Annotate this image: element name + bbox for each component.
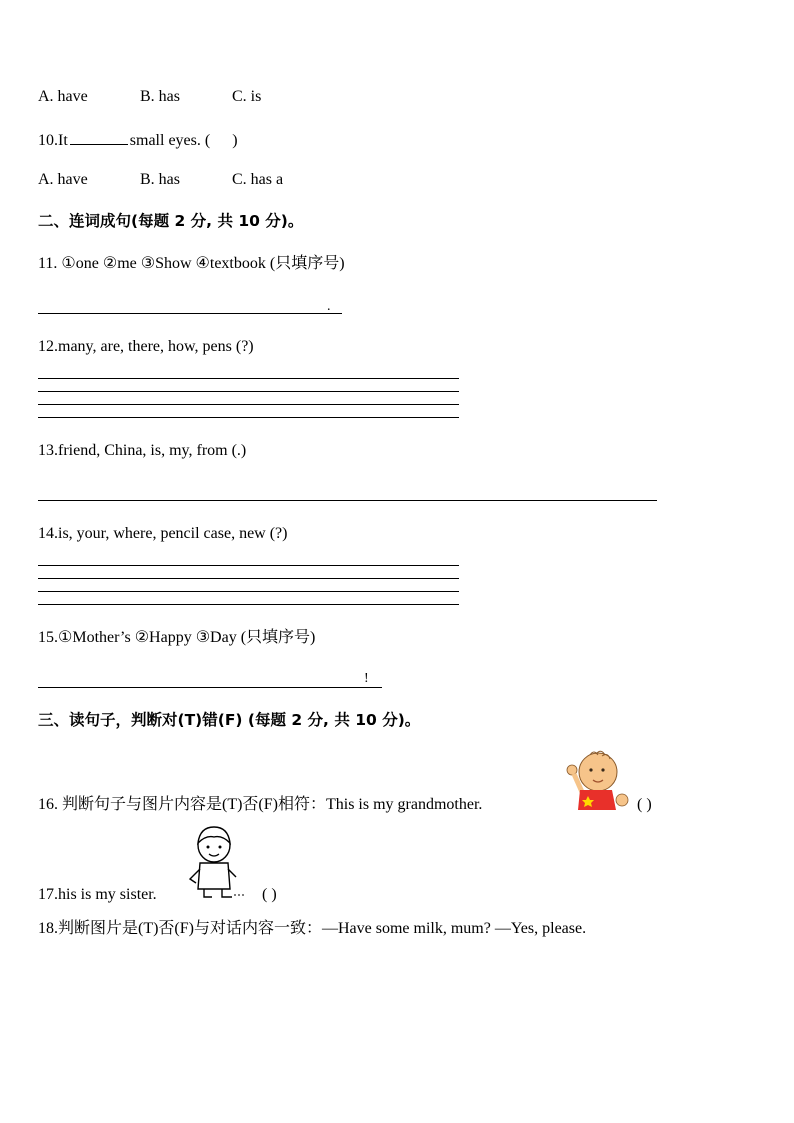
q10-close: ): [232, 132, 238, 149]
q11-answer-line[interactable]: [38, 313, 342, 314]
q12-line-4[interactable]: [38, 417, 459, 418]
q16-answer-paren[interactable]: ( ): [637, 796, 652, 813]
q12-question: 12.many, are, there, how, pens (?): [38, 338, 254, 355]
q12-line-2[interactable]: [38, 391, 459, 392]
boy-picture-icon: [560, 748, 632, 814]
q14-line-4[interactable]: [38, 604, 459, 605]
section-3-title: 三、读句子，判断对(T)错(F) (每题 2 分, 共 10 分)。: [38, 711, 421, 729]
q10-option-a: A. have: [38, 171, 88, 188]
q13-answer-line[interactable]: [38, 500, 657, 501]
q10-question: [38, 129, 238, 151]
q17-answer-paren[interactable]: ( ): [262, 886, 277, 903]
q9-option-b: B. has: [140, 88, 180, 105]
q14-question: 14.is, your, where, pencil case, new (?): [38, 525, 288, 542]
q10-option-c: C. has a: [232, 171, 284, 188]
q13-question: 13.friend, China, is, my, from (.): [38, 442, 247, 459]
q12-line-3[interactable]: [38, 404, 459, 405]
q9-options: [38, 87, 261, 107]
section-2-title: 二、连词成句(每题 2 分, 共 10 分)。: [38, 212, 304, 230]
q10-suffix: small eyes. (: [129, 132, 211, 149]
q17-question: 17.his is my sister.: [38, 886, 157, 903]
girl-picture-icon: [188, 825, 246, 901]
q16-question: 16. 判断句子与图片内容是(T)否(F)相符：This is my grandmother.: [38, 796, 483, 813]
q14-line-1[interactable]: [38, 565, 459, 566]
q12-line-1[interactable]: [38, 378, 459, 379]
q11-question: 11. ①one ②me ③Show ④textbook (只填序号): [38, 255, 345, 272]
q11-end-mark: .: [327, 299, 331, 314]
q10-answer-blank[interactable]: [70, 129, 128, 145]
q14-line-3[interactable]: [38, 591, 459, 592]
q15-question: 15.①Mother’s ②Happy ③Day (只填序号): [38, 629, 316, 646]
q10-options: [38, 170, 283, 190]
q14-line-2[interactable]: [38, 578, 459, 579]
q9-option-a: A. have: [38, 88, 88, 105]
q15-answer-line[interactable]: [38, 687, 382, 688]
q10-prefix: 10.It: [38, 132, 68, 149]
q10-option-b: B. has: [140, 171, 180, 188]
q9-option-c: C. is: [232, 88, 262, 105]
q18-question: 18.判断图片是(T)否(F)与对话内容一致：—Have some milk, mum? —Yes, please.: [38, 920, 587, 937]
q15-end-mark: !: [364, 671, 369, 686]
